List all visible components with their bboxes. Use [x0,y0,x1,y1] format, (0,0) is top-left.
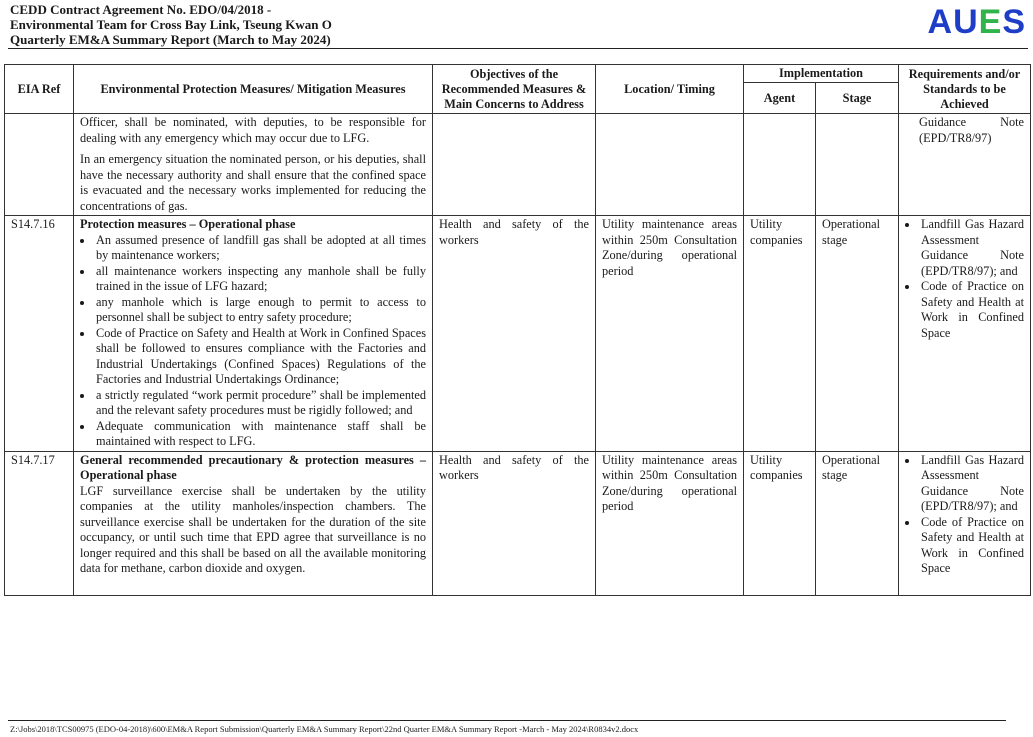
objectives-cell [433,114,596,216]
eia-ref-cell: S14.7.16 [5,216,74,452]
team-title: Environmental Team for Cross Bay Link, Tseung Kwan O [10,17,332,32]
col-measures: Environmental Protection Measures/ Mitigation Measures [74,65,433,114]
objectives-cell: Health and safety of the workers [433,451,596,595]
requirements-list [905,453,1024,577]
col-stage: Stage [816,83,899,114]
list-item: • Code of Practice on Safety and Health at Work in Confined Spaces shall be followed to ensures compliance with the Factories and Industrial Undertakings (Confined Spaces) Regulations of the Factories and Industrial Undertakings Ordinance; [94,326,426,388]
contract-title: CEDD Contract Agreement No. EDO/04/2018 - [10,2,272,17]
mitigation-measures-table [4,64,1031,596]
measure-paragraph: LGF surveillance exercise shall be undertaken by the utility companies at the utility manholes/inspection chambers. The surveillance exercise shall be undertaken for the duration of the site occupancy, or until such time that EPD agree that surveillance is no longer required and this shall be based on all the available monitoring data for methane, carbon dioxide and oxygen. [80,483,426,575]
list-item: • Code of Practice on Safety and Health at Work in Confined Space [919,515,1024,577]
report-title: Quarterly EM&A Summary Report (March to May 2024) [10,32,331,47]
requirements-list [905,217,1024,341]
requirements-cell [899,451,1031,595]
file-path-footer: Z:\Jobs\2018\TCS00975 (EDO-04-2018)\600\EM&A Report Submission\Quarterly EM&A Summary Report\22nd Quarter EM&A Summary Report -March - May 2024\R0834v2.docx [10,724,639,734]
list-item: • An assumed presence of landfill gas shall be adopted at all times by maintenance workers; [94,233,426,264]
footer-divider [8,720,1006,721]
measures-cell [74,216,433,452]
col-implementation: Implementation [744,65,899,83]
measure-paragraph: In an emergency situation the nominated person, or his deputies, shall have the necessary authority and shall ensure that the confined space is evacuated and the necessary works implemented for reducing the concentrations of gas. [80,152,426,213]
agent-cell: Utility companies [744,451,816,595]
col-requirements: Requirements and/or Standards to be Achieved [899,65,1031,114]
aues-logo: AUES [927,3,1026,41]
col-eia-ref: EIA Ref [5,65,74,114]
stage-cell: Operational stage [816,216,899,452]
agent-cell: Utility companies [744,216,816,452]
stage-cell [816,114,899,216]
table-row [5,451,1031,595]
stage-cell: Operational stage [816,451,899,595]
list-item: • Landfill Gas Hazard Assessment Guidance Note (EPD/TR8/97); and [919,217,1024,279]
list-item: • all maintenance workers inspecting any manhole shall be fully trained in the issue of LFG hazard; [94,264,426,295]
requirements-cell: Guidance Note (EPD/TR8/97) [899,114,1031,216]
col-objectives: Objectives of the Recommended Measures & Main Concerns to Address [433,65,596,114]
table-row [5,216,1031,452]
col-location: Location/ Timing [596,65,744,114]
location-cell: Utility maintenance areas within 250m Consultation Zone/during operational period [596,451,744,595]
list-item: • a strictly regulated “work permit procedure” shall be implemented and the relevant safety procedures must be rigidly followed; and [94,388,426,419]
document-header [10,2,1030,50]
list-item: • any manhole which is large enough to permit to access to personnel shall be subject to entry safety procedure; [94,295,426,326]
table-row [5,114,1031,216]
eia-ref-cell [5,114,74,216]
header-divider [8,48,1028,49]
measures-cell [74,451,433,595]
measure-title: Protection measures – Operational phase [80,217,296,231]
measure-bullets [80,233,426,450]
objectives-cell: Health and safety of the workers [433,216,596,452]
requirements-cell [899,216,1031,452]
measure-title: General recommended precautionary & protection measures – Operational phase [80,452,426,482]
measures-cell [74,114,433,216]
list-item: • Code of Practice on Safety and Health at Work in Confined Space [919,279,1024,341]
header-row [5,65,1031,83]
col-agent: Agent [744,83,816,114]
list-item: • Adequate communication with maintenance staff shall be maintained with respect to LFG. [94,419,426,450]
list-item: • Landfill Gas Hazard Assessment Guidance Note (EPD/TR8/97); and [919,453,1024,515]
measure-paragraph: Officer, shall be nominated, with deputies, to be responsible for dealing with any emergency which may occur due to LFG. [80,115,426,145]
eia-ref-cell: S14.7.17 [5,451,74,595]
location-cell [596,114,744,216]
agent-cell [744,114,816,216]
location-cell: Utility maintenance areas within 250m Consultation Zone/during operational period [596,216,744,452]
